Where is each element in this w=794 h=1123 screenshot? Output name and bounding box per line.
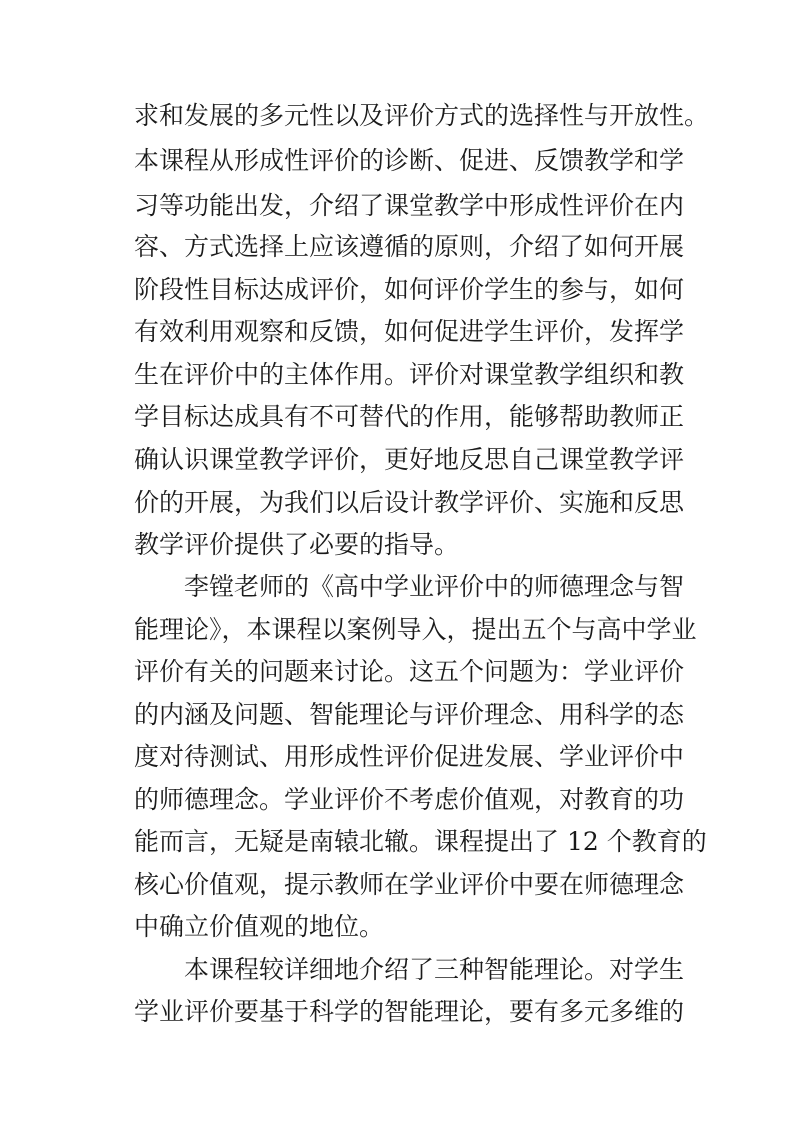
text-line: 确认识课堂教学评价，更好地反思自己课堂教学评	[134, 445, 685, 474]
text-line: 能理论》，本课程以案例导入，提出五个与高中学业	[134, 615, 697, 644]
paragraph-first-line: 本课程较详细地介绍了三种智能理论。对学生	[184, 955, 685, 984]
text-line: 阶段性目标达成评价，如何评价学生的参与，如何	[134, 275, 685, 304]
text-line: 能而言，无疑是南辕北辙。课程提出了 12 个教育的	[134, 827, 707, 856]
text-line: 的内涵及问题、智能理论与评价理念、用科学的态	[134, 700, 685, 729]
text-line: 的师德理念。学业评价不考虑价值观，对教育的功	[134, 785, 685, 814]
text-line: 习等功能出发，介绍了课堂教学中形成性评价在内	[134, 191, 685, 220]
text-line: 核心价值观，提示教师在学业评价中要在师德理念	[134, 870, 685, 899]
text-line: 生在评价中的主体作用。评价对课堂教学组织和教	[134, 360, 685, 389]
paragraph-first-line: 李镗老师的《高中学业评价中的师德理念与智	[184, 572, 685, 601]
text-line: 价的开展，为我们以后设计教学评价、实施和反思	[134, 488, 685, 517]
text-line: 有效利用观察和反馈，如何促进学生评价，发挥学	[134, 317, 685, 346]
text-line: 评价有关的问题来讨论。这五个问题为：学业评价	[134, 657, 685, 686]
text-line: 学目标达成具有不可替代的作用，能够帮助教师正	[134, 402, 685, 431]
text-line: 求和发展的多元性以及评价方式的选择性与开放性。	[134, 101, 710, 130]
text-line: 学业评价要基于科学的智能理论，要有多元多维的	[134, 997, 685, 1026]
text-line: 中确立价值观的地位。	[134, 912, 385, 941]
text-line: 容、方式选择上应该遵循的原则，介绍了如何开展	[134, 232, 685, 261]
text-line: 度对待测试、用形成性评价促进发展、学业评价中	[134, 742, 685, 771]
text-line: 教学评价提供了必要的指导。	[134, 530, 460, 559]
text-line: 本课程从形成性评价的诊断、促进、反馈教学和学	[134, 146, 685, 175]
